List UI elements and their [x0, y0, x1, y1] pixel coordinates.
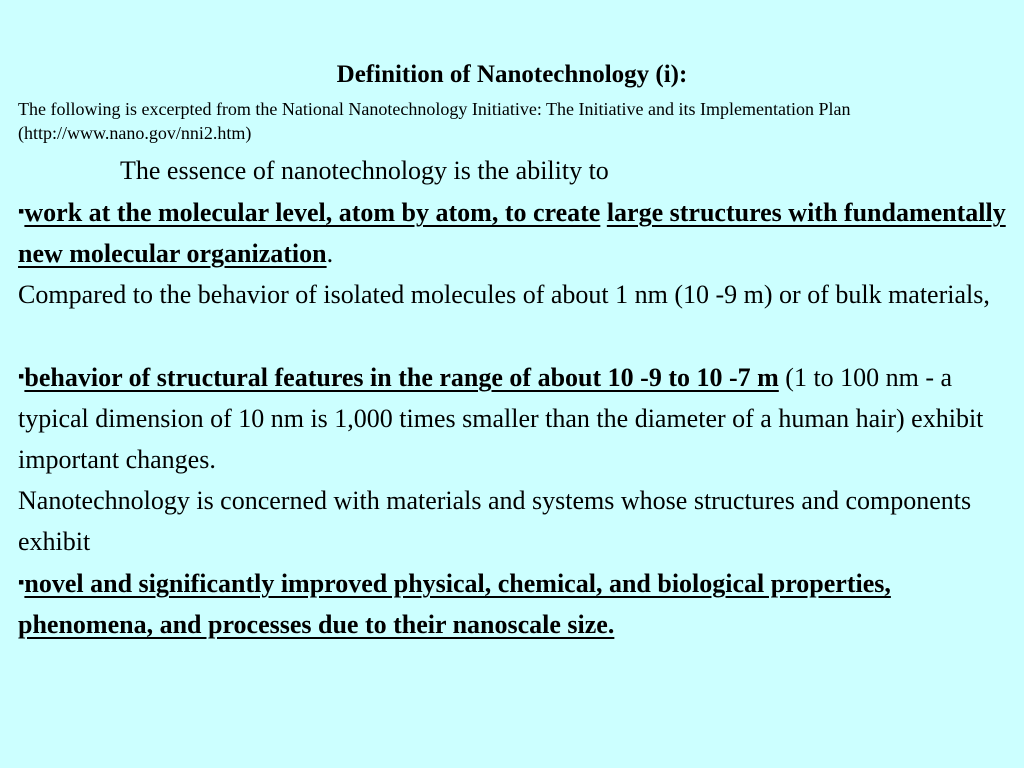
paragraph-nanotechnology: Nanotechnology is concerned with materials and systems whose structures and components exhibit — [18, 486, 972, 556]
slide-body — [18, 150, 1018, 645]
paragraph-compared: Compared to the behavior of isolated molecules of about 1 nm (10 -9 m) or of bulk materials, — [18, 280, 990, 309]
bullet-point-1 — [18, 191, 1018, 274]
square-bullet-icon: ▪ — [18, 366, 25, 386]
point-2-text: (1 to 100 nm - a typical dimension of 10 nm is 1,000 times smaller than the diameter of a human hair) exhibit important changes. — [18, 363, 984, 474]
point-1-period: . — [326, 239, 334, 268]
slide-title: Definition of Nanotechnology (i): — [336, 61, 688, 88]
point-1-highlight-b: large structures with fundamentally new molecular organization — [18, 198, 1006, 268]
point-3-highlight: novel and significantly improved physical, chemical, and biological properties, phenomena, and processes due to their nanoscale size. — [18, 569, 891, 639]
source-citation: The following is excerpted from the National Nanotechnology Initiative: The Initiative and its Implementation Plan (http://www.nano.gov/nni2.htm) — [18, 99, 851, 143]
spacer — [18, 315, 1018, 356]
bullet-point-3 — [18, 562, 1018, 645]
point-1-highlight-a: work at the molecular level, atom by atom, to create — [24, 198, 601, 227]
square-bullet-icon: ▪ — [18, 572, 25, 592]
square-bullet-icon: ▪ — [18, 201, 25, 221]
bullet-point-2 — [18, 356, 1018, 480]
point-2-highlight: behavior of structural features in the range of about 10 -9 to 10 -7 m — [24, 363, 779, 392]
intro-line: The essence of nanotechnology is the ability to — [120, 156, 609, 185]
